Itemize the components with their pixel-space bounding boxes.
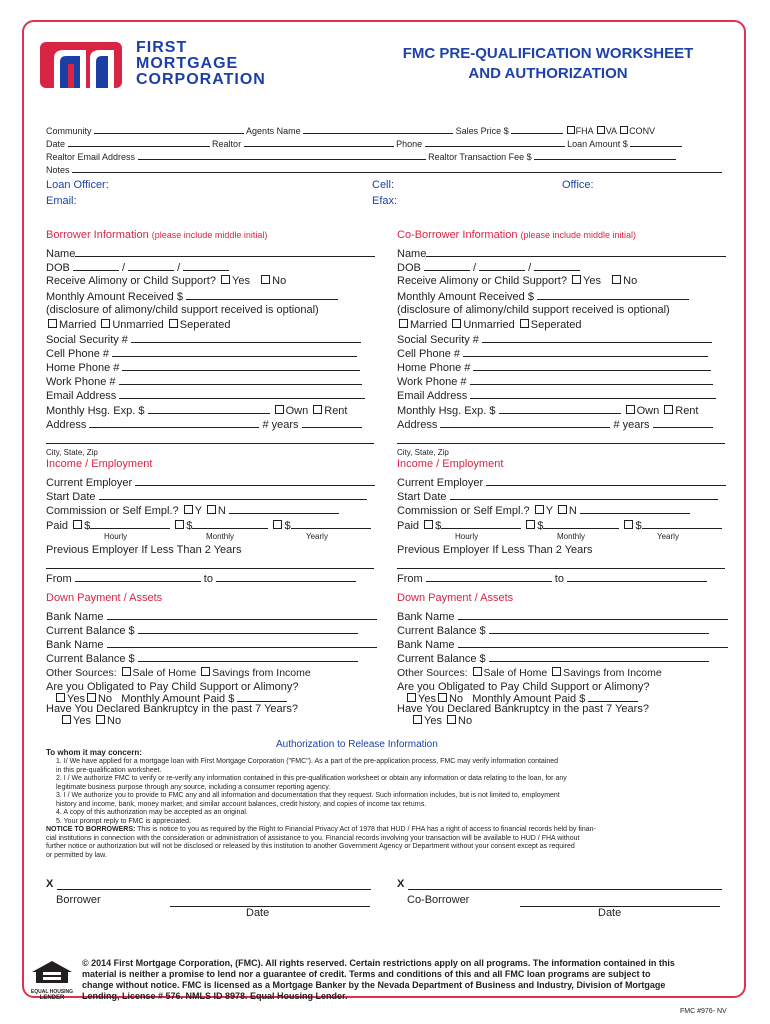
from-input[interactable] xyxy=(75,572,201,582)
authorization-title: Authorization to Release Information xyxy=(276,739,438,750)
realtor-email-label: Realtor Email Address xyxy=(46,152,136,162)
assets-title: Down Payment / Assets xyxy=(46,592,163,604)
married-label: Married xyxy=(59,319,97,331)
dob-sep: / xyxy=(177,262,181,274)
assets-title: Down Payment / Assets xyxy=(397,592,514,604)
va-checkbox[interactable] xyxy=(597,126,605,134)
name-input[interactable] xyxy=(75,247,375,257)
alimony-no-checkbox[interactable] xyxy=(612,275,621,284)
footer-line: change without notice. FMC is licensed as a Mortgage Banker by the Nevada Department of Business and Industry, Division of Mortgage xyxy=(82,980,666,990)
city-label: City, State, Zip xyxy=(397,448,449,457)
monthly-input[interactable] xyxy=(543,519,619,529)
no-label: No xyxy=(97,693,113,705)
yes-label: Yes xyxy=(424,715,442,727)
hourly-label: Hourly xyxy=(455,532,479,541)
yearly-checkbox[interactable] xyxy=(273,520,282,529)
rent-checkbox[interactable] xyxy=(313,405,322,414)
y-label: Y xyxy=(545,505,553,517)
borrower-signature-label: Borrower xyxy=(56,894,101,906)
borrower-date-line[interactable] xyxy=(170,906,370,907)
yes-label: Yes xyxy=(232,275,250,287)
name-label: Name xyxy=(46,248,76,260)
sale-of-home-checkbox[interactable] xyxy=(122,667,131,676)
n-label: N xyxy=(217,505,226,517)
top-row-4 xyxy=(46,163,722,175)
other-sources-label: Other Sources: xyxy=(397,667,468,679)
realtor-email-input[interactable] xyxy=(138,150,426,160)
cell-phone-label: Cell Phone # xyxy=(397,348,460,360)
officer-email-label: Email: xyxy=(46,195,77,207)
footer-line: © 2014 First Mortgage Corporation, (FMC). All rights reserved. Certain restrictions apply on all programs. The information contained in this xyxy=(82,958,675,968)
email-input[interactable] xyxy=(119,389,365,399)
previous-employer-label: Previous Employer If Less Than 2 Years xyxy=(46,544,242,556)
previous-employer-input[interactable] xyxy=(397,568,725,569)
yearly-input[interactable] xyxy=(642,519,722,529)
housing-expense-label: Monthly Hsg. Exp. $ xyxy=(397,405,496,417)
obligated-no-checkbox[interactable] xyxy=(438,693,447,702)
balance-label: Current Balance $ xyxy=(397,625,486,637)
years-input[interactable] xyxy=(302,418,362,428)
phone-label: Phone xyxy=(396,139,423,149)
dollar-sign: $ xyxy=(635,520,642,532)
work-phone-input[interactable] xyxy=(119,375,362,385)
city-label: City, State, Zip xyxy=(46,448,98,457)
date-input[interactable] xyxy=(68,137,210,147)
married-label: Married xyxy=(410,319,448,331)
coborrower-x-mark: X xyxy=(397,878,405,890)
own-label: Own xyxy=(636,405,660,417)
to-label: to xyxy=(554,573,564,585)
hourly-label: Hourly xyxy=(104,532,128,541)
dob-sep: / xyxy=(528,262,532,274)
commission-n-checkbox[interactable] xyxy=(207,505,216,514)
dollar-sign: $ xyxy=(435,520,442,532)
housing-expense-input[interactable] xyxy=(148,404,270,414)
unmarried-checkbox[interactable] xyxy=(101,319,110,328)
commission-label: Commission or Self Empl.? xyxy=(46,505,179,517)
work-phone-label: Work Phone # xyxy=(397,376,467,388)
borrower-column xyxy=(46,229,376,729)
to-input[interactable] xyxy=(567,572,707,582)
equal-housing-logo xyxy=(28,960,76,1001)
yes-label: Yes xyxy=(418,693,436,705)
rent-checkbox[interactable] xyxy=(664,405,673,414)
hourly-checkbox[interactable] xyxy=(73,520,82,529)
equal-housing-icon xyxy=(28,960,76,984)
dob-year-input[interactable] xyxy=(534,261,580,271)
authorization-item: 1. I/ We have applied for a mortgage loan with First Mortgage Corporation ("FMC"). As a part of the pre-application process, FMC may verify information contained xyxy=(56,758,559,765)
bankruptcy-no-checkbox[interactable] xyxy=(447,715,456,724)
separated-checkbox[interactable] xyxy=(169,319,178,328)
from-label: From xyxy=(46,573,72,585)
savings-checkbox[interactable] xyxy=(552,667,561,676)
y-label: Y xyxy=(194,505,202,517)
own-checkbox[interactable] xyxy=(626,405,635,414)
home-phone-input[interactable] xyxy=(122,361,360,371)
bank-name-input-2[interactable] xyxy=(458,638,728,648)
dollar-sign: $ xyxy=(186,520,193,532)
commission-y-checkbox[interactable] xyxy=(535,505,544,514)
realtor-fee-input[interactable] xyxy=(534,150,676,160)
commission-n-checkbox[interactable] xyxy=(558,505,567,514)
notice-line: further notice or authorization but will not be disclosed or released by this institution to another Government Agency or Department without your consent except as required xyxy=(46,843,575,850)
own-label: Own xyxy=(285,405,309,417)
monthly-paid-input[interactable] xyxy=(237,692,287,702)
page-title xyxy=(368,44,728,84)
city-line[interactable] xyxy=(46,443,374,444)
notes-input[interactable] xyxy=(72,163,722,173)
commission-y-checkbox[interactable] xyxy=(184,505,193,514)
dob-day-input[interactable] xyxy=(479,261,525,271)
sales-price-label: Sales Price $ xyxy=(455,126,509,136)
monthly-paid-label: Monthly Amount Paid $ xyxy=(121,693,235,705)
ssn-label: Social Security # xyxy=(397,334,479,346)
coborrower-date-label: Date xyxy=(598,907,622,919)
office-label: Office: xyxy=(562,179,594,191)
employer-input[interactable] xyxy=(135,476,375,486)
disclosure-note: (disclosure of alimony/child support received is optional) xyxy=(46,304,319,316)
coborrower-signature-label: Co-Borrower xyxy=(407,894,470,906)
savings-label: Savings from Income xyxy=(563,667,662,679)
monthly-paid-label: Monthly Amount Paid $ xyxy=(472,693,586,705)
dollar-sign: $ xyxy=(84,520,91,532)
home-phone-input[interactable] xyxy=(473,361,711,371)
dob-label: DOB xyxy=(46,262,70,274)
unmarried-label: Unmarried xyxy=(112,319,164,331)
loan-amount-label: Loan Amount $ xyxy=(567,139,628,149)
concern-label: To whom it may concern: xyxy=(46,748,142,757)
dob-label: DOB xyxy=(397,262,421,274)
dob-year-input[interactable] xyxy=(183,261,229,271)
agents-name-label: Agents Name xyxy=(246,126,301,136)
bank-name-input[interactable] xyxy=(458,610,728,620)
n-label: N xyxy=(568,505,577,517)
email-input[interactable] xyxy=(470,389,716,399)
married-checkbox[interactable] xyxy=(48,319,57,328)
bankruptcy-label: Have You Declared Bankruptcy in the past 7 Years? xyxy=(46,703,298,715)
sale-of-home-checkbox[interactable] xyxy=(473,667,482,676)
monthly-label: Monthly xyxy=(206,532,235,541)
monthly-received-input[interactable] xyxy=(186,290,338,300)
commission-input[interactable] xyxy=(580,504,690,514)
authorization-item: legitimate business purpose through any source, including a consumer reporting agency. xyxy=(56,783,331,791)
previous-employer-input[interactable] xyxy=(46,568,374,569)
city-line[interactable] xyxy=(397,443,725,444)
dob-month-input[interactable] xyxy=(424,261,470,271)
bank-name-input-2[interactable] xyxy=(107,638,377,648)
authorization-item: 4. A copy of this authorization may be accepted as an original. xyxy=(56,809,248,816)
ssn-label: Social Security # xyxy=(46,334,128,346)
realtor-label: Realtor xyxy=(212,139,242,149)
yes-label: Yes xyxy=(73,715,91,727)
authorization-item: 2. I / We authorize FMC to verify or re-verify any information contained in this pre-qualification worksheet or obtain any information or data relating to the loan, for any xyxy=(56,775,567,782)
top-row-2 xyxy=(46,137,682,149)
email-label: Email Address xyxy=(397,390,468,402)
rent-label: Rent xyxy=(675,405,699,417)
home-phone-label: Home Phone # xyxy=(397,362,471,374)
cell-phone-label: Cell Phone # xyxy=(46,348,109,360)
section-title: Borrower Information xyxy=(46,229,149,241)
work-phone-input[interactable] xyxy=(470,375,713,385)
coborrower-column xyxy=(397,229,727,729)
bank-name-label: Bank Name xyxy=(397,611,455,623)
employer-label: Current Employer xyxy=(46,477,133,489)
to-input[interactable] xyxy=(216,572,356,582)
phone-input[interactable] xyxy=(425,137,565,147)
borrower-x-mark: X xyxy=(46,878,54,890)
section-title: Co-Borrower Information xyxy=(397,229,518,241)
alimony-yes-checkbox[interactable] xyxy=(221,275,230,284)
va-label: VA xyxy=(605,126,617,136)
married-checkbox[interactable] xyxy=(399,319,408,328)
logo-line-3: CORPORATION xyxy=(136,71,266,88)
home-phone-label: Home Phone # xyxy=(46,362,120,374)
yearly-input[interactable] xyxy=(291,519,371,529)
authorization-item: in this pre-qualification worksheet. xyxy=(56,766,162,774)
separated-checkbox[interactable] xyxy=(520,319,529,328)
yes-label: Yes xyxy=(67,693,85,705)
notes-label: Notes xyxy=(46,165,70,175)
authorization-item: 3. I / We authorize you to provide to FMC any and all information and documentation that they request. Such information includes, but is not limited to, employment xyxy=(56,792,560,799)
fha-label: FHA xyxy=(575,126,594,136)
start-date-label: Start Date xyxy=(397,491,447,503)
alimony-label: Receive Alimony or Child Support? xyxy=(397,275,567,287)
bankruptcy-yes-checkbox[interactable] xyxy=(413,715,422,724)
balance-input-2[interactable] xyxy=(489,652,709,662)
income-title: Income / Employment xyxy=(46,458,153,470)
obligated-label: Are you Obligated to Pay Child Support or Alimony? xyxy=(46,681,299,693)
alimony-label: Receive Alimony or Child Support? xyxy=(46,275,216,287)
logo-line-2: MORTGAGE xyxy=(136,55,239,72)
obligated-yes-checkbox[interactable] xyxy=(407,693,416,702)
bank-name-label: Bank Name xyxy=(46,611,104,623)
dob-day-input[interactable] xyxy=(128,261,174,271)
notice-label: NOTICE TO BORROWERS: xyxy=(46,826,136,833)
name-label: Name xyxy=(397,248,427,260)
no-label: No xyxy=(458,715,473,727)
paid-label: Paid xyxy=(46,520,69,532)
paid-label: Paid xyxy=(397,520,420,532)
savings-checkbox[interactable] xyxy=(201,667,210,676)
years-input[interactable] xyxy=(653,418,713,428)
ehl-line-1: EQUAL HOUSING xyxy=(30,989,74,995)
monthly-received-label: Monthly Amount Received $ xyxy=(46,291,183,303)
disclosure-note: (disclosure of alimony/child support received is optional) xyxy=(397,304,670,316)
monthly-checkbox[interactable] xyxy=(526,520,535,529)
sale-of-home-label: Sale of Home xyxy=(132,667,197,679)
bank-name-label: Bank Name xyxy=(397,639,455,651)
no-label: No xyxy=(623,275,638,287)
bankruptcy-no-checkbox[interactable] xyxy=(96,715,105,724)
obligated-label: Are you Obligated to Pay Child Support or Alimony? xyxy=(397,681,650,693)
hourly-input[interactable] xyxy=(441,519,521,529)
savings-label: Savings from Income xyxy=(212,667,311,679)
no-label: No xyxy=(107,715,122,727)
start-date-input[interactable] xyxy=(450,490,718,500)
own-checkbox[interactable] xyxy=(275,405,284,414)
start-date-input[interactable] xyxy=(99,490,367,500)
employer-label: Current Employer xyxy=(397,477,484,489)
ehl-line-2: LENDER xyxy=(39,995,65,1001)
bankruptcy-label: Have You Declared Bankruptcy in the past 7 Years? xyxy=(397,703,649,715)
monthly-label: Monthly xyxy=(557,532,586,541)
company-logo xyxy=(40,40,308,90)
top-row-1 xyxy=(46,124,655,136)
realtor-fee-label: Realtor Transaction Fee $ xyxy=(428,152,532,162)
unmarried-label: Unmarried xyxy=(463,319,515,331)
cell-phone-input[interactable] xyxy=(112,347,357,357)
commission-label: Commission or Self Empl.? xyxy=(397,505,530,517)
footer-line: material is neither a promise to lend nor a guarantee of credit. Terms and conditions of this and all FMC loan programs are subject to xyxy=(82,969,651,979)
dollar-sign: $ xyxy=(284,520,291,532)
work-phone-label: Work Phone # xyxy=(46,376,116,388)
alimony-yes-checkbox[interactable] xyxy=(572,275,581,284)
separated-label: Seperated xyxy=(530,319,582,331)
income-title: Income / Employment xyxy=(397,458,504,470)
balance-input[interactable] xyxy=(489,624,709,634)
sales-price-input[interactable] xyxy=(511,124,563,134)
alimony-no-checkbox[interactable] xyxy=(261,275,270,284)
monthly-checkbox[interactable] xyxy=(175,520,184,529)
yearly-checkbox[interactable] xyxy=(624,520,633,529)
footer-text xyxy=(82,958,675,1002)
title-line-1: FMC PRE-QUALIFICATION WORKSHEET xyxy=(402,45,694,62)
authorization-items xyxy=(56,758,726,826)
name-input[interactable] xyxy=(426,247,726,257)
bank-name-label: Bank Name xyxy=(46,639,104,651)
balance-label: Current Balance $ xyxy=(397,653,486,665)
borrower-date-label: Date xyxy=(246,907,270,919)
loan-amount-input[interactable] xyxy=(630,137,682,147)
section-subtitle: (please include middle initial) xyxy=(151,230,268,240)
top-row-3 xyxy=(46,150,676,162)
other-sources-label: Other Sources: xyxy=(46,667,117,679)
cell-phone-input[interactable] xyxy=(463,347,708,357)
notice-block xyxy=(46,826,736,860)
conv-label: CONV xyxy=(629,126,656,136)
title-line-2: AND AUTHORIZATION xyxy=(468,65,628,82)
housing-expense-input[interactable] xyxy=(499,404,621,414)
authorization-item: history and income, bank, money market, and similar account balances, credit history, and copies of income tax returns. xyxy=(56,800,427,808)
sale-of-home-label: Sale of Home xyxy=(483,667,548,679)
rent-label: Rent xyxy=(324,405,348,417)
fha-checkbox[interactable] xyxy=(567,126,575,134)
balance-input[interactable] xyxy=(138,624,358,634)
coborrower-signature-line[interactable] xyxy=(408,889,722,890)
realtor-input[interactable] xyxy=(244,137,394,147)
balance-label: Current Balance $ xyxy=(46,653,135,665)
to-label: to xyxy=(203,573,213,585)
dollar-sign: $ xyxy=(537,520,544,532)
agents-name-input[interactable] xyxy=(303,124,453,134)
efax-label: Efax: xyxy=(372,195,398,207)
separated-label: Seperated xyxy=(179,319,231,331)
from-input[interactable] xyxy=(426,572,552,582)
dob-sep: / xyxy=(121,262,126,274)
authorization-item: 5. Your prompt reply to FMC is appreciated. xyxy=(56,817,192,825)
community-label: Community xyxy=(46,126,92,136)
section-subtitle: (please include middle initial) xyxy=(520,230,637,240)
obligated-no-checkbox[interactable] xyxy=(87,693,96,702)
community-input[interactable] xyxy=(94,124,244,134)
bankruptcy-yes-checkbox[interactable] xyxy=(62,715,71,724)
form-id: FMC #976- NV xyxy=(680,1008,727,1015)
no-label: No xyxy=(448,693,464,705)
previous-employer-label: Previous Employer If Less Than 2 Years xyxy=(397,544,593,556)
cell-label: Cell: xyxy=(372,179,395,191)
start-date-label: Start Date xyxy=(46,491,96,503)
email-label: Email Address xyxy=(46,390,117,402)
footer-line: Lending, License # 576. NMLS ID 8978. Equal Housing Lender. xyxy=(82,991,348,1001)
notice-line: This is notice to you as required by the Right to Financial Privacy Act of 1978 that HUD / FHA has a right of access to financial records held by finan- xyxy=(135,826,596,833)
address-input[interactable] xyxy=(440,418,610,428)
commission-input[interactable] xyxy=(229,504,339,514)
notice-line: or permitted by law. xyxy=(46,851,107,859)
monthly-received-input[interactable] xyxy=(537,290,689,300)
monthly-received-label: Monthly Amount Received $ xyxy=(397,291,534,303)
employer-input[interactable] xyxy=(486,476,726,486)
address-label: Address xyxy=(46,419,87,431)
monthly-input[interactable] xyxy=(192,519,268,529)
monthly-paid-input[interactable] xyxy=(588,692,638,702)
loan-officer-label: Loan Officer: xyxy=(46,179,109,191)
yes-label: Yes xyxy=(583,275,601,287)
yearly-label: Yearly xyxy=(657,532,679,541)
borrower-signature-line[interactable] xyxy=(57,889,371,890)
no-label: No xyxy=(272,275,287,287)
years-label: # years xyxy=(262,419,299,431)
ssn-input[interactable] xyxy=(482,333,712,343)
fmc-logo-icon xyxy=(40,40,122,90)
dob-sep: / xyxy=(472,262,477,274)
balance-input-2[interactable] xyxy=(138,652,358,662)
bank-name-input[interactable] xyxy=(107,610,377,620)
unmarried-checkbox[interactable] xyxy=(452,319,461,328)
obligated-yes-checkbox[interactable] xyxy=(56,693,65,702)
hourly-checkbox[interactable] xyxy=(424,520,433,529)
balance-label: Current Balance $ xyxy=(46,625,135,637)
conv-checkbox[interactable] xyxy=(620,126,628,134)
ssn-input[interactable] xyxy=(131,333,361,343)
hourly-input[interactable] xyxy=(90,519,170,529)
from-label: From xyxy=(397,573,423,585)
yearly-label: Yearly xyxy=(306,532,328,541)
notice-line: cial institutions in connection with the consideration or administration of assistance to you. Financial records involving your transaction will be available to HUD / FHA without xyxy=(46,834,580,842)
dob-month-input[interactable] xyxy=(73,261,119,271)
address-label: Address xyxy=(397,419,438,431)
address-input[interactable] xyxy=(89,418,259,428)
housing-expense-label: Monthly Hsg. Exp. $ xyxy=(46,405,145,417)
years-label: # years xyxy=(613,419,650,431)
logo-line-1: FIRST xyxy=(136,39,188,56)
date-label: Date xyxy=(46,139,66,149)
